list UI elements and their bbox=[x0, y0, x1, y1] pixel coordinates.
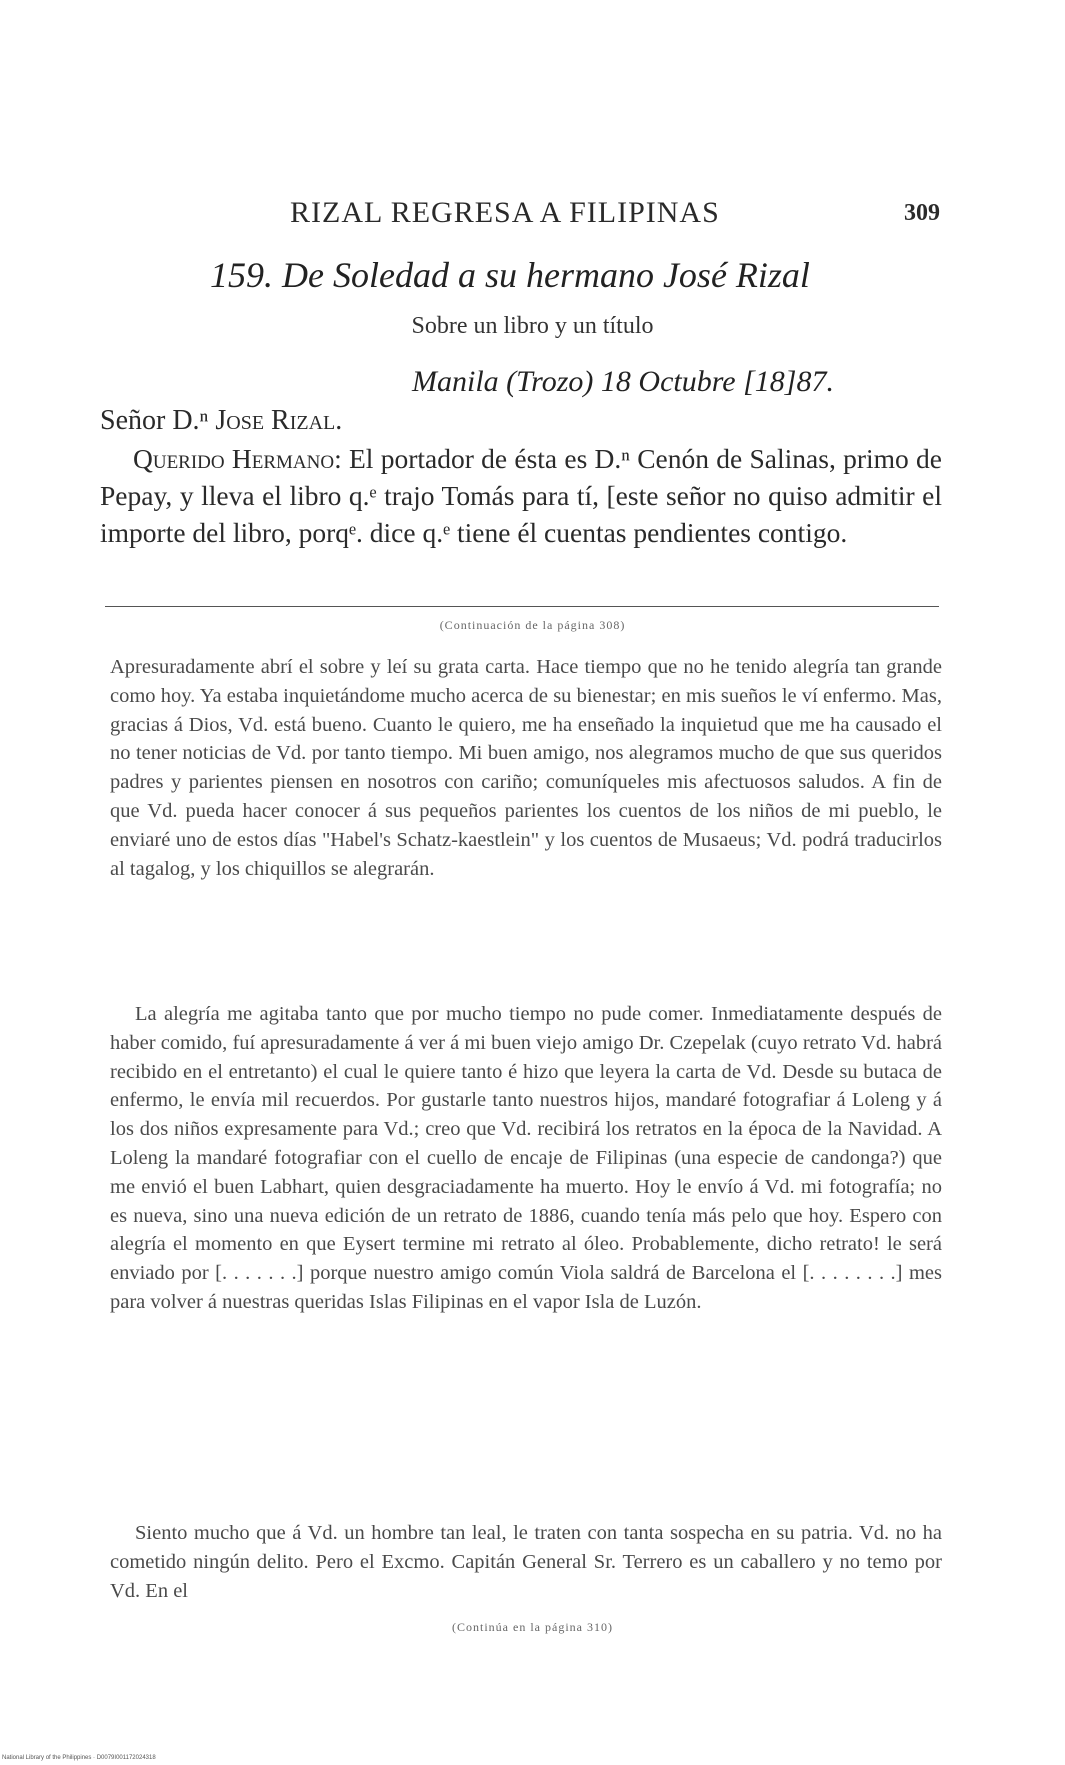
source-footer: National Library of the Philippines · D0079I001172024318 bbox=[2, 1755, 156, 1761]
running-title: RIZAL REGRESA A FILIPINAS bbox=[290, 196, 720, 229]
page-number: 309 bbox=[904, 200, 940, 226]
salutation bbox=[100, 405, 342, 437]
letter-heading: 159. De Soledad a su hermano José Rizal bbox=[210, 255, 810, 295]
continued-on-note: (Continúa en la página 310) bbox=[452, 1620, 613, 1634]
letter-dateline: Manila (Trozo) 18 Octubre [18]87. bbox=[412, 365, 834, 398]
letter-body bbox=[100, 440, 942, 551]
section-divider bbox=[105, 606, 939, 607]
letter-subtitle: Sobre un libro y un título bbox=[411, 313, 654, 339]
letter-body-text: El portador de ésta es D.ⁿ Cenón de Salinas, primo de Pepay, y lleva el libro q.ᵉ trajo Tomás para tí, [este señor no quiso admitir el importe del libro, porqᵉ. dice q.ᵉ tiene él cuentas pendientes contigo. bbox=[100, 443, 942, 548]
translation-paragraph: Apresuradamente abrí el sobre y leí su grata carta. Hace tiempo que no he tenido alegría tan grande como hoy. Ya estaba inquietándome mucho acerca de su bienestar; en mis sueños le ví enfermo. Mas, gracias á Dios, Vd. está bueno. Cuanto le quiero, me ha enseñado la inquietud que me ha causado el no tener noticias de Vd. por tanto tiempo. Mi buen amigo, nos alegramos mucho de que sus queridos padres y parientes piensen en nosotros con cariño; comuníqueles mis afectuosos saludos. A fin de que Vd. pueda hacer conocer á sus pequeños parientes los cuentos de los niños de mi pueblo, le enviaré uno de estos días "Habel's Schatz-kaestlein" y los cuentos de Musaeus; Vd. podrá traducirlos al tagalog, y los chiquillos se alegrarán. bbox=[110, 656, 942, 880]
opening-caps: Querido Hermano: bbox=[133, 443, 342, 474]
translation-paragraph: La alegría me agitaba tanto que por mucho tiempo no pude comer. Inmediatamente después de haber comido, fuí apresuradamente á ver á mi buen viejo amigo Dr. Czepelak (cuyo retrato Vd. habrá recibido en el entretanto) el cual le quiere tanto é hizo que leyera la carta de Vd. Desde su butaca de enfermo, le envía mil recuerdos. Por gustarle tanto nuestros hijos, mandaré fotografiar á Loleng y á los dos niños expresamente para Vd.; creo que Vd. recibirá los retratos en la época de la Navidad. A Loleng la mandaré fotografiar con el cuello de encaje de Filipinas (una especie de candonga?) que me envió el buen Labhart, quien desgraciadamente ha muerto. Hoy le envío á Vd. mi fotografía; no es nueva, sino una nueva edición de un retrato de 1886, cuando tenía más pelo que hoy. Espero con alegría el momento en que Eysert termine mi retrato al óleo. Probablemente, dicho retrato! le será enviado por [. . . . . . .] porque nuestro amigo común Viola saldrá de Barcelona el [. . . . . . . .] mes para volver á nuestras queridas Islas Filipinas en el vapor Isla de Luzón. bbox=[110, 1003, 942, 1313]
continued-from-note: (Continuación de la página 308) bbox=[439, 618, 626, 632]
running-head bbox=[290, 196, 940, 236]
salutation-prefix: Señor D.ⁿ bbox=[100, 405, 216, 436]
salutation-name: Jose Rizal. bbox=[215, 405, 343, 436]
translation-paragraph: Siento mucho que á Vd. un hombre tan leal, le traten con tanta sospecha en su patria. Vd. no ha cometido ningún delito. Pero el Excmo. Capitán General Sr. Terrero es un caballero y no temo por Vd. En el bbox=[110, 1522, 942, 1602]
